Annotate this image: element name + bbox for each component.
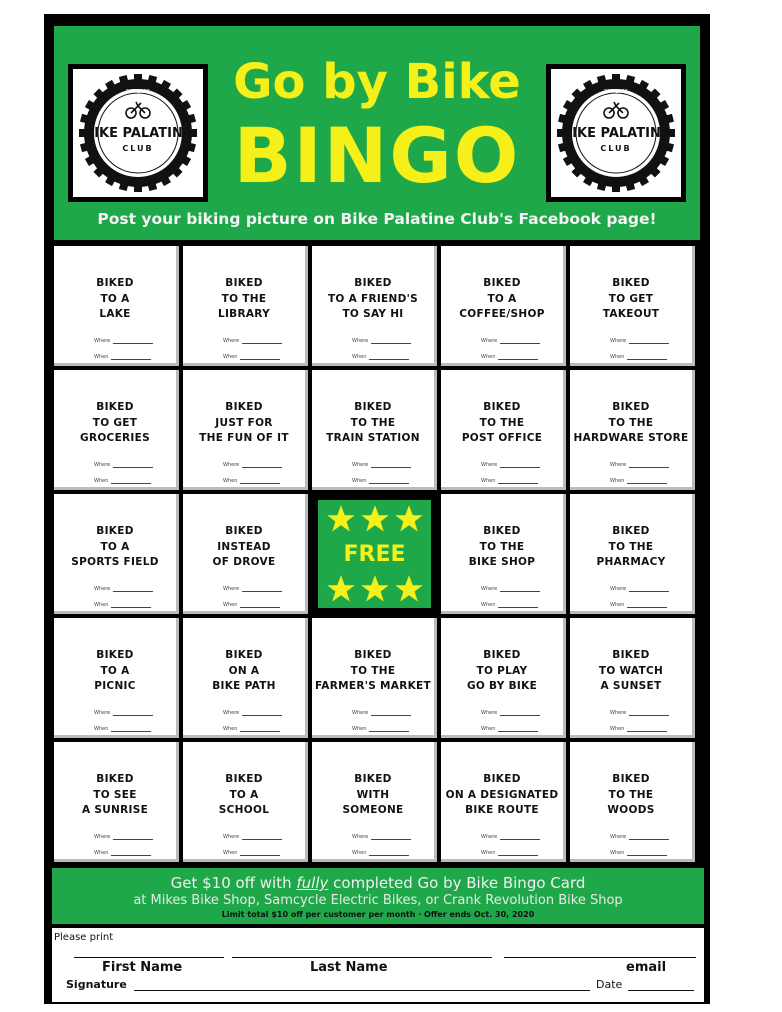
club-logo-right bbox=[546, 64, 686, 202]
bingo-square[interactable] bbox=[312, 246, 437, 366]
where-line[interactable]: Where bbox=[352, 338, 411, 344]
square-label: BIKED TO A FRIEND'S TO SAY HI bbox=[327, 277, 419, 320]
square-label: BIKED TO A PICNIC bbox=[94, 649, 136, 692]
first-name-field[interactable] bbox=[74, 956, 224, 958]
bingo-square[interactable] bbox=[441, 494, 566, 614]
square-label: BIKED TO THE FARMER'S MARKET bbox=[315, 649, 431, 692]
where-line[interactable]: Where bbox=[223, 338, 282, 344]
when-line[interactable]: When bbox=[481, 726, 538, 732]
when-line[interactable]: When bbox=[94, 602, 151, 608]
when-line[interactable]: When bbox=[481, 850, 538, 856]
when-line[interactable]: When bbox=[610, 478, 667, 484]
bingo-square[interactable] bbox=[54, 742, 179, 862]
when-line[interactable]: When bbox=[610, 354, 667, 360]
when-line[interactable]: When bbox=[352, 850, 409, 856]
bingo-square[interactable] bbox=[54, 246, 179, 366]
square-label: BIKED TO A SCHOOL bbox=[218, 773, 270, 816]
free-space[interactable] bbox=[312, 494, 437, 614]
bike-palatine-logo bbox=[556, 73, 676, 193]
square-label: BIKED TO THE BIKE SHOP bbox=[468, 525, 536, 568]
bingo-square[interactable] bbox=[183, 618, 308, 738]
where-line[interactable]: Where bbox=[94, 710, 153, 716]
shops-text: at Mikes Bike Shop, Samcycle Electric Bikes, or Crank Revolution Bike Shop bbox=[133, 893, 623, 908]
when-line[interactable]: When bbox=[223, 850, 280, 856]
where-line[interactable]: Where bbox=[610, 710, 669, 716]
square-label: BIKED TO GET GROCERIES bbox=[80, 401, 150, 444]
facebook-subtitle: Post your biking picture on Bike Palatine Club's Facebook page! bbox=[97, 210, 657, 228]
when-line[interactable]: When bbox=[481, 478, 538, 484]
first-name-label: First Name bbox=[102, 960, 183, 975]
where-line[interactable]: Where bbox=[610, 462, 669, 468]
bingo-square[interactable] bbox=[54, 618, 179, 738]
bingo-square[interactable] bbox=[441, 742, 566, 862]
square-label: BIKED ON A DESIGNATED BIKE ROUTE bbox=[445, 773, 559, 816]
svg-text:BIKE PALATINE: BIKE PALATINE bbox=[562, 126, 670, 141]
title-go-by-bike: Go by Bike bbox=[233, 54, 521, 110]
club-logo-left bbox=[68, 64, 208, 202]
offer-text: Get $10 off with fully completed Go by Bike Bingo Card bbox=[170, 874, 586, 892]
svg-text:CLUB: CLUB bbox=[600, 144, 632, 153]
square-label: BIKED TO THE POST OFFICE bbox=[461, 401, 543, 444]
bingo-square[interactable] bbox=[183, 370, 308, 490]
square-label: BIKED TO WATCH A SUNSET bbox=[598, 649, 664, 692]
where-line[interactable]: Where bbox=[223, 462, 282, 468]
signature-label: Signature bbox=[66, 978, 127, 991]
square-label: BIKED TO A COFFEE/SHOP bbox=[459, 277, 545, 320]
where-line[interactable]: Where bbox=[223, 834, 282, 840]
please-print-label: Please print bbox=[54, 932, 114, 943]
bingo-square[interactable] bbox=[570, 494, 695, 614]
square-label: BIKED JUST FOR THE FUN OF IT bbox=[199, 401, 289, 444]
square-label: BIKED WITH SOMEONE bbox=[342, 773, 404, 816]
where-line[interactable]: Where bbox=[481, 586, 540, 592]
bingo-square[interactable] bbox=[54, 494, 179, 614]
bike-palatine-logo bbox=[78, 73, 198, 193]
signature-field[interactable] bbox=[134, 990, 590, 991]
square-label: BIKED TO A LAKE bbox=[96, 277, 134, 320]
square-label: BIKED ON A BIKE PATH bbox=[212, 649, 276, 692]
when-line[interactable]: When bbox=[223, 602, 280, 608]
when-line[interactable]: When bbox=[94, 726, 151, 732]
square-label: BIKED INSTEAD OF DROVE bbox=[212, 525, 276, 568]
bingo-square[interactable] bbox=[312, 618, 437, 738]
bingo-square[interactable] bbox=[570, 246, 695, 366]
when-line[interactable]: When bbox=[94, 354, 151, 360]
svg-text:BIKE PALATINE: BIKE PALATINE bbox=[84, 126, 192, 141]
when-line[interactable]: When bbox=[481, 602, 538, 608]
square-label: BIKED TO GET TAKEOUT bbox=[602, 277, 660, 320]
when-line[interactable]: When bbox=[610, 602, 667, 608]
when-line[interactable]: When bbox=[481, 354, 538, 360]
where-line[interactable]: Where bbox=[223, 586, 282, 592]
date-field[interactable] bbox=[628, 990, 694, 991]
square-label: BIKED TO THE HARDWARE STORE bbox=[573, 401, 689, 444]
title-bingo: BINGO bbox=[233, 111, 521, 200]
last-name-label: Last Name bbox=[310, 960, 388, 975]
when-line[interactable]: When bbox=[352, 354, 409, 360]
header bbox=[54, 26, 700, 240]
stars-top bbox=[326, 504, 424, 534]
where-line[interactable]: Where bbox=[481, 710, 540, 716]
square-label: BIKED TO THE PHARMACY bbox=[596, 525, 666, 568]
where-line[interactable]: Where bbox=[610, 586, 669, 592]
where-line[interactable]: Where bbox=[610, 834, 669, 840]
where-line[interactable]: Where bbox=[481, 462, 540, 468]
when-line[interactable]: When bbox=[223, 478, 280, 484]
where-line[interactable]: Where bbox=[610, 338, 669, 344]
where-line[interactable]: Where bbox=[94, 462, 153, 468]
where-line[interactable]: Where bbox=[94, 586, 153, 592]
bingo-square[interactable] bbox=[441, 246, 566, 366]
when-line[interactable]: When bbox=[352, 726, 409, 732]
where-line[interactable]: Where bbox=[223, 710, 282, 716]
svg-text:CLUB: CLUB bbox=[122, 144, 154, 153]
bingo-square[interactable] bbox=[54, 370, 179, 490]
where-line[interactable]: Where bbox=[94, 834, 153, 840]
where-line[interactable]: Where bbox=[352, 834, 411, 840]
bingo-grid bbox=[54, 246, 702, 864]
where-line[interactable]: Where bbox=[481, 338, 540, 344]
bingo-square[interactable] bbox=[183, 742, 308, 862]
when-line[interactable]: When bbox=[610, 850, 667, 856]
bingo-square[interactable] bbox=[570, 742, 695, 862]
when-line[interactable]: When bbox=[94, 850, 151, 856]
svg-text:EST 2008: EST 2008 bbox=[126, 89, 150, 95]
square-label: BIKED TO THE LIBRARY bbox=[217, 277, 271, 320]
where-line[interactable]: Where bbox=[352, 710, 411, 716]
square-label: BIKED TO PLAY GO BY BIKE bbox=[466, 649, 538, 692]
bingo-square[interactable] bbox=[441, 370, 566, 490]
bingo-square[interactable] bbox=[312, 370, 437, 490]
bingo-square[interactable] bbox=[441, 618, 566, 738]
stars-bottom bbox=[326, 574, 424, 604]
when-line[interactable]: When bbox=[610, 726, 667, 732]
bingo-square[interactable] bbox=[183, 246, 308, 366]
last-name-field[interactable] bbox=[232, 956, 492, 958]
email-field[interactable] bbox=[504, 956, 696, 958]
bingo-square[interactable] bbox=[570, 618, 695, 738]
bingo-card bbox=[44, 14, 710, 1004]
offer-banner bbox=[52, 868, 704, 924]
bingo-square[interactable] bbox=[183, 494, 308, 614]
bingo-square[interactable] bbox=[312, 742, 437, 862]
when-line[interactable]: When bbox=[352, 478, 409, 484]
when-line[interactable]: When bbox=[223, 354, 280, 360]
square-label: BIKED TO SEE A SUNRISE bbox=[81, 773, 149, 816]
bingo-square[interactable] bbox=[570, 370, 695, 490]
where-line[interactable]: Where bbox=[94, 338, 153, 344]
email-label: email bbox=[626, 960, 667, 975]
where-line[interactable]: Where bbox=[481, 834, 540, 840]
when-line[interactable]: When bbox=[223, 726, 280, 732]
square-label: BIKED TO THE TRAIN STATION bbox=[326, 401, 420, 444]
limit-text: Limit total $10 off per customer per month · Offer ends Oct. 30, 2020 bbox=[221, 910, 535, 919]
square-label: BIKED TO THE WOODS bbox=[607, 773, 655, 816]
entry-form bbox=[52, 928, 704, 1002]
square-label: BIKED TO A SPORTS FIELD bbox=[71, 525, 159, 568]
svg-text:EST 2008: EST 2008 bbox=[604, 89, 628, 95]
free-label: FREE bbox=[343, 541, 406, 567]
where-line[interactable]: Where bbox=[352, 462, 411, 468]
date-label: Date bbox=[596, 978, 623, 991]
when-line[interactable]: When bbox=[94, 478, 151, 484]
